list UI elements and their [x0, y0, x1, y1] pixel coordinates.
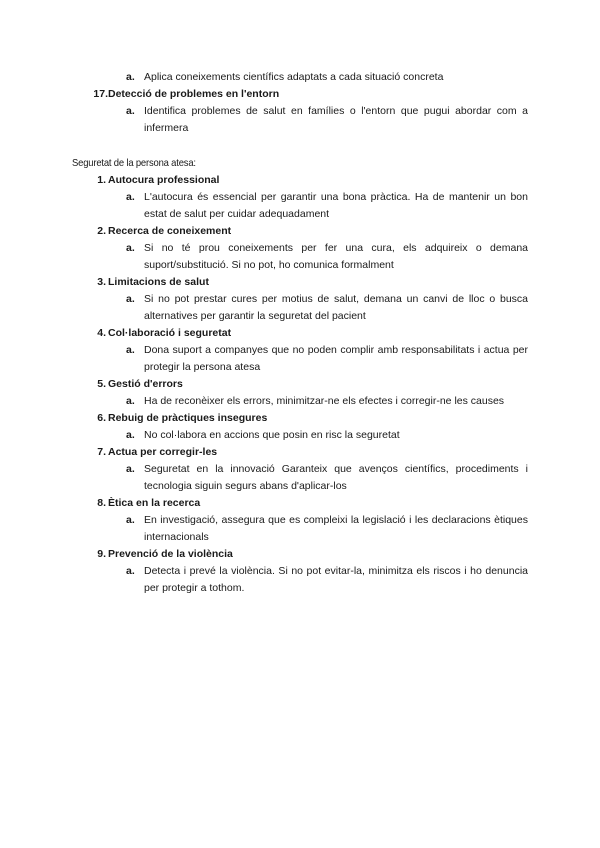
- list-item-heading: Col·laboració i seguretat: [108, 327, 232, 339]
- section-title: Seguretat de la persona atesa:: [72, 157, 196, 169]
- list-item-number: 5.: [97, 378, 106, 390]
- list-item-heading: Rebuig de pràctiques insegures: [108, 412, 268, 424]
- list-item-heading: Gestió d'errors: [108, 378, 183, 390]
- sub-item-text: Identifica problemes de salut en famílies o l'entorn que pugui abordar com a infermera: [144, 105, 528, 134]
- list-item-sublist: [108, 103, 528, 137]
- list-item-number: 7.: [97, 446, 106, 458]
- sub-item-text: Dona suport a companyes que no poden complir amb responsabilitats i actua per protegir la persona atesa: [144, 344, 528, 373]
- list-item-sublist: [108, 342, 528, 376]
- list-item-heading: Limitacions de salut: [108, 276, 209, 288]
- intro-continuation-sublist: [108, 69, 528, 86]
- list-item-number: 17.: [93, 88, 108, 100]
- sub-item-text: En investigació, assegura que es compleixi la legislació i les declaracions ètiques internacionals: [144, 514, 528, 543]
- sub-item-text: Ha de reconèixer els errors, minimitzar-ne els efectes i corregir-ne les causes: [144, 395, 505, 407]
- list-item-sublist: [108, 291, 528, 325]
- sub-item-letter: a.: [126, 514, 135, 526]
- sub-item: [108, 189, 528, 223]
- sub-item: [108, 512, 528, 546]
- list-item-3: [72, 274, 528, 325]
- list-item-number: 8.: [97, 497, 106, 509]
- list-item-heading: Detecció de problemes en l'entorn: [108, 88, 280, 100]
- sub-item-text: Si no té prou coneixements per fer una cura, els adquireix o demana suport/substitució. Si no pot, ho comunica formalment: [144, 242, 528, 271]
- sub-item-text: Aplica coneixements científics adaptats a cada situació concreta: [144, 71, 444, 83]
- list-item-sublist: [108, 189, 528, 223]
- sub-item-letter: a.: [126, 344, 135, 356]
- list-item-heading: Ètica en la recerca: [108, 497, 201, 509]
- sub-item-text: L'autocura és essencial per garantir una bona pràctica. Ha de mantenir un bon estat de salut per cuidar adequadament: [144, 191, 528, 220]
- intro-continuation: [72, 69, 528, 86]
- list-item-heading: Recerca de coneixement: [108, 225, 232, 237]
- list-item-heading: Autocura professional: [108, 174, 220, 186]
- sub-item-letter: a.: [126, 293, 135, 305]
- list-item-sublist: [108, 563, 528, 597]
- list-item-number: 6.: [97, 412, 106, 424]
- list-item-sublist: [108, 461, 528, 495]
- sub-item: [108, 563, 528, 597]
- sub-item-letter: a.: [126, 429, 135, 441]
- sub-item: [108, 393, 528, 410]
- sub-item: [108, 291, 528, 325]
- list-item-2: [72, 223, 528, 274]
- section-list: [72, 172, 528, 597]
- list-item-heading: Prevenció de la violència: [108, 548, 233, 560]
- sub-item-letter: a.: [126, 463, 135, 475]
- list-item-7: [72, 444, 528, 495]
- list-item-number: 3.: [97, 276, 106, 288]
- sub-item: [108, 342, 528, 376]
- list-item-9: [72, 546, 528, 597]
- list-item-sublist: [108, 512, 528, 546]
- sub-item-letter: a.: [126, 242, 135, 254]
- sub-item-text: No col·labora en accions que posin en risc la seguretat: [144, 429, 400, 441]
- list-item-8: [72, 495, 528, 546]
- sub-item-letter: a.: [126, 105, 135, 117]
- list-item-number: 4.: [97, 327, 106, 339]
- list-item-sublist: [108, 240, 528, 274]
- list-item-number: 1.: [97, 174, 106, 186]
- list-item-17: [72, 86, 528, 137]
- sub-item-letter: a.: [126, 565, 135, 577]
- sub-item: [108, 461, 528, 495]
- list-item-6: [72, 410, 528, 444]
- sub-item-letter: a.: [126, 71, 135, 83]
- list-item-number: 2.: [97, 225, 106, 237]
- list-item-sublist: [108, 427, 528, 444]
- list-item-5: [72, 376, 528, 410]
- intro-list: [72, 69, 528, 137]
- sub-item-letter: a.: [126, 191, 135, 203]
- sub-item-text: Seguretat en la innovació Garanteix que avenços científics, procediments i tecnologia siguin segurs abans d'aplicar-los: [144, 463, 528, 492]
- sub-item: [108, 240, 528, 274]
- sub-item: [108, 103, 528, 137]
- list-item-4: [72, 325, 528, 376]
- sub-item: [108, 69, 528, 86]
- list-item-number: 9.: [97, 548, 106, 560]
- sub-item: [108, 427, 528, 444]
- sub-item-text: Detecta i prevé la violència. Si no pot evitar-la, minimitza els riscos i ho denuncia per protegir a tothom.: [144, 565, 528, 594]
- sub-item-letter: a.: [126, 395, 135, 407]
- list-item-sublist: [108, 393, 528, 410]
- list-item-heading: Actua per corregir-les: [108, 446, 218, 458]
- sub-item-text: Si no pot prestar cures per motius de salut, demana un canvi de lloc o busca alternatives per garantir la seguretat del pacient: [144, 293, 528, 322]
- list-item-1: [72, 172, 528, 223]
